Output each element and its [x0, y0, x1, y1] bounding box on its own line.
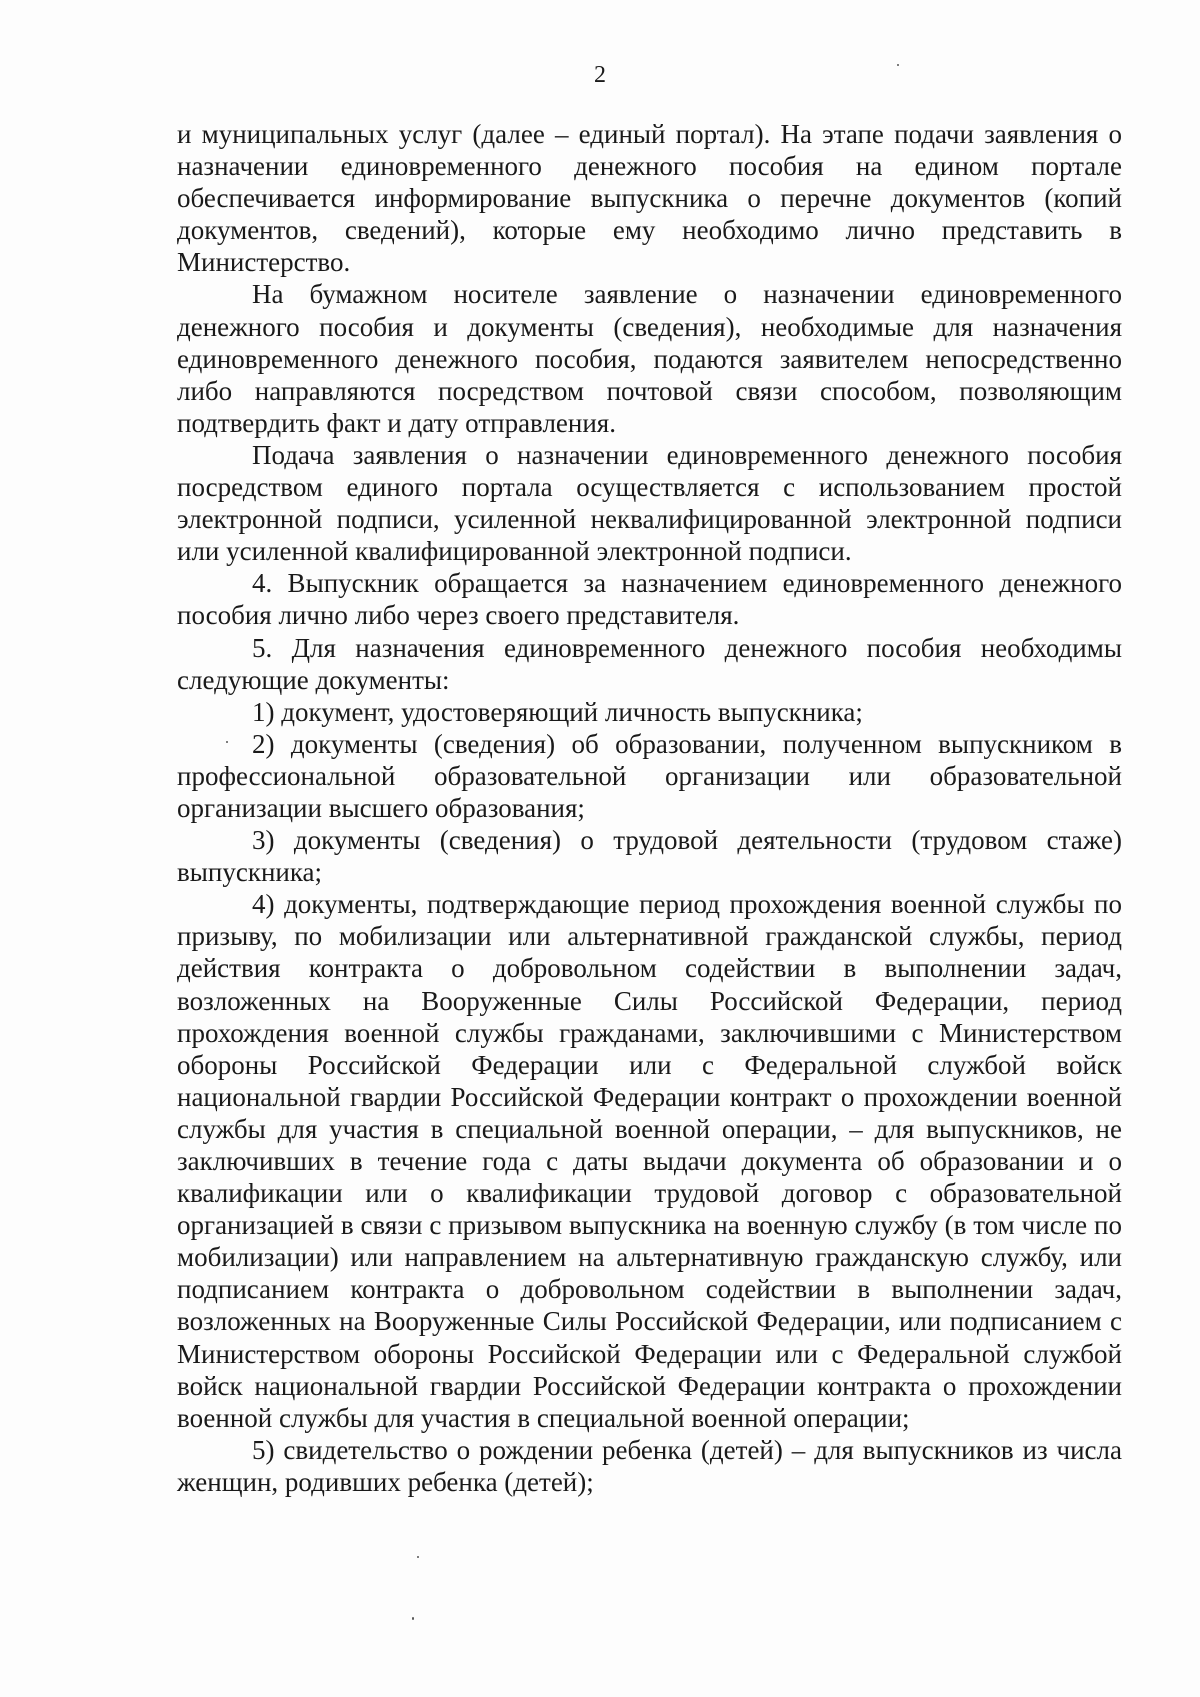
scan-speck [897, 64, 899, 66]
paragraph-electronic-signature: Подача заявления о назначении единовременного денежного пособия посредством единого портала осуществляется с использованием простой электронной подписи, усиленной неквалифицированной электронной подписи или усиленной квалифицированной электронной подписи. [177, 439, 1122, 567]
paragraph-item-4: 4. Выпускник обращается за назначением единовременного денежного пособия лично либо через своего представителя. [177, 568, 1122, 631]
list-item-3: 3) документы (сведения) о трудовой деятельности (трудовом стаже) выпускника; [177, 825, 1122, 888]
scan-speck [226, 741, 228, 743]
scan-speck [412, 1617, 414, 1620]
paragraph-portal-continuation: и муниципальных услуг (далее – единый портал). На этапе подачи заявления о назначении единовременного денежного пособия на едином портале обеспечивается информирование выпускника о перечне документов (копий документов, сведений), которые ему необходимо лично представить в Министерство. [177, 119, 1122, 278]
page-number: 2 [594, 62, 606, 88]
list-item-5: 5) свидетельство о рождении ребенка (детей) – для выпускников из числа женщин, родивших ребенка (детей); [177, 1434, 1122, 1497]
document-body [177, 118, 1122, 1498]
paragraph-paper-submission: На бумажном носителе заявление о назначении единовременного денежного пособия и документы (сведения), необходимые для назначения единовременного денежного пособия, подаются заявителем непосредственно либо направляются посредством почтовой связи способом, позволяющим подтвердить факт и дату отправления. [177, 279, 1122, 438]
list-item-2: 2) документы (сведения) об образовании, полученном выпускником в профессиональной образовательной организации или образовательной организации высшего образования; [177, 728, 1122, 823]
list-item-1: 1) документ, удостоверяющий личность выпускника; [252, 696, 863, 727]
scan-speck [417, 1556, 419, 1558]
list-item-4: 4) документы, подтверждающие период прохождения военной службы по призыву, по мобилизации или альтернативной гражданской службы, период действия контракта о добровольном содействии в выполнении задач, возложенных на Вооруженные Силы Российской Федерации, период прохождения военной службы гражданами, заключившими с Министерством обороны Российской Федерации или с Федеральной службой войск национальной гвардии Российской Федерации контракт о прохождении военной службы для участия в специальной военной операции, – для выпускников, не заключивших в течение года с даты выдачи документа об образовании и о квалификации или о квалификации трудовой договор с образовательной организацией в связи с призывом выпускника на военную службу (в том числе по мобилизации) или направлением на альтернативную гражданскую службу, или подписанием контракта о добровольном содействии в выполнении задач, возложенных на Вооруженные Силы Российской Федерации, или подписанием с Министерством обороны Российской Федерации или с Федеральной службой войск национальной гвардии Российской Федерации контракта о прохождении военной службы для участия в специальной военной операции; [177, 889, 1122, 1433]
paragraph-item-5: 5. Для назначения единовременного денежного пособия необходимы следующие документы: [177, 632, 1122, 695]
